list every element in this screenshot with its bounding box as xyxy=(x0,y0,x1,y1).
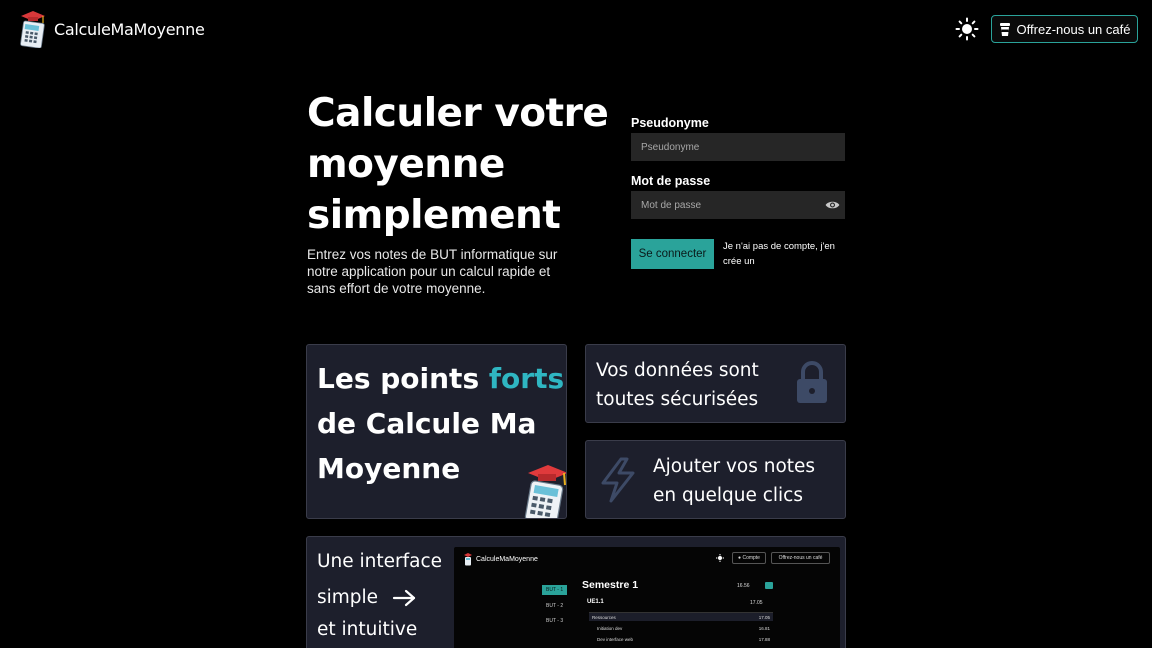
preview-dropdown xyxy=(765,582,773,589)
preview-coffee-label: Offrez-nous un café xyxy=(778,555,823,561)
hero-title xyxy=(307,88,617,241)
preview-ue-name: UE1.1 xyxy=(587,599,604,605)
preview-row-grade: 17.88 xyxy=(758,637,770,642)
username-input[interactable] xyxy=(631,133,845,161)
interface-text-line: et intuitive xyxy=(317,619,418,640)
preview-logo xyxy=(463,553,538,566)
security-text: Vos données sont toutes sécurisées xyxy=(596,360,759,410)
coffee-button[interactable] xyxy=(991,15,1138,43)
calculator-icon xyxy=(18,10,48,48)
calculator-icon xyxy=(520,463,567,519)
preview-row xyxy=(589,612,773,621)
preview-row xyxy=(589,635,773,644)
sun-icon xyxy=(716,554,724,562)
fast-input-card xyxy=(585,440,846,519)
interface-text-simple: simple xyxy=(317,587,379,608)
features-title-accent: forts xyxy=(488,362,565,395)
app-logo[interactable] xyxy=(18,10,205,48)
fast-input-text: Ajouter vos notes en quelque clics xyxy=(653,456,816,506)
preview-row-label: Dev interface web xyxy=(597,637,634,642)
password-label: Mot de passe xyxy=(631,174,711,188)
security-card xyxy=(585,344,846,423)
preview-sidebar-item: BUT - 3 xyxy=(546,618,564,624)
hero-title-line: moyenne xyxy=(307,142,505,187)
coffee-cup-icon xyxy=(999,22,1011,37)
hero-subtitle: Entrez vos notes de BUT informatique sur notre application pour un calcul rapide et sans effort de votre moyenne. xyxy=(307,247,558,296)
preview-coffee-button xyxy=(771,552,830,564)
interface-text xyxy=(317,547,457,648)
password-input[interactable] xyxy=(631,191,845,219)
preview-row-label: Ressources xyxy=(592,614,616,620)
preview-sidebar-item: BUT - 1 xyxy=(542,585,567,595)
preview-sidebar-item: BUT - 2 xyxy=(546,603,564,609)
login-button[interactable]: Se connecter xyxy=(631,239,714,269)
lightning-icon xyxy=(599,457,639,503)
coffee-button-label: Offrez-nous un café xyxy=(1016,21,1131,37)
preview-account-button xyxy=(732,552,766,564)
preview-row-label: Initiation dev xyxy=(597,626,623,631)
features-title-text: de Calcule Ma Moyenne xyxy=(317,407,537,485)
signup-link[interactable]: Je n'ai pas de compte, j'en crée un xyxy=(723,241,835,267)
interface-card xyxy=(306,536,846,648)
features-title-text: Les points xyxy=(317,362,489,395)
preview-semester-title: Semestre 1 xyxy=(582,579,639,591)
app-name: CalculeMaMoyenne xyxy=(54,19,205,39)
preview-account-label: Compte xyxy=(742,555,760,561)
sun-icon[interactable] xyxy=(955,17,979,41)
preview-row xyxy=(589,624,773,633)
preview-ue-grade: 17.05 xyxy=(750,600,763,606)
eye-icon[interactable] xyxy=(825,199,840,211)
hero-title-line: Calculer votre xyxy=(307,91,609,136)
user-icon: ● xyxy=(738,555,743,561)
calculator-icon xyxy=(463,553,473,566)
preview-row-grade: 17.05 xyxy=(758,614,770,620)
preview-row-grade: 16.81 xyxy=(758,626,770,631)
username-label: Pseudonyme xyxy=(631,116,709,130)
preview-semester-grade: 16.56 xyxy=(737,583,750,589)
interface-text-line xyxy=(317,581,457,615)
app-preview-screenshot xyxy=(454,547,840,648)
interface-text-line: Une interface xyxy=(317,551,443,572)
features-card xyxy=(306,344,567,519)
arrow-right-icon xyxy=(392,588,418,608)
hero-title-line: simplement xyxy=(307,193,561,238)
preview-app-name: CalculeMaMoyenne xyxy=(476,556,538,563)
lock-icon xyxy=(794,361,830,405)
